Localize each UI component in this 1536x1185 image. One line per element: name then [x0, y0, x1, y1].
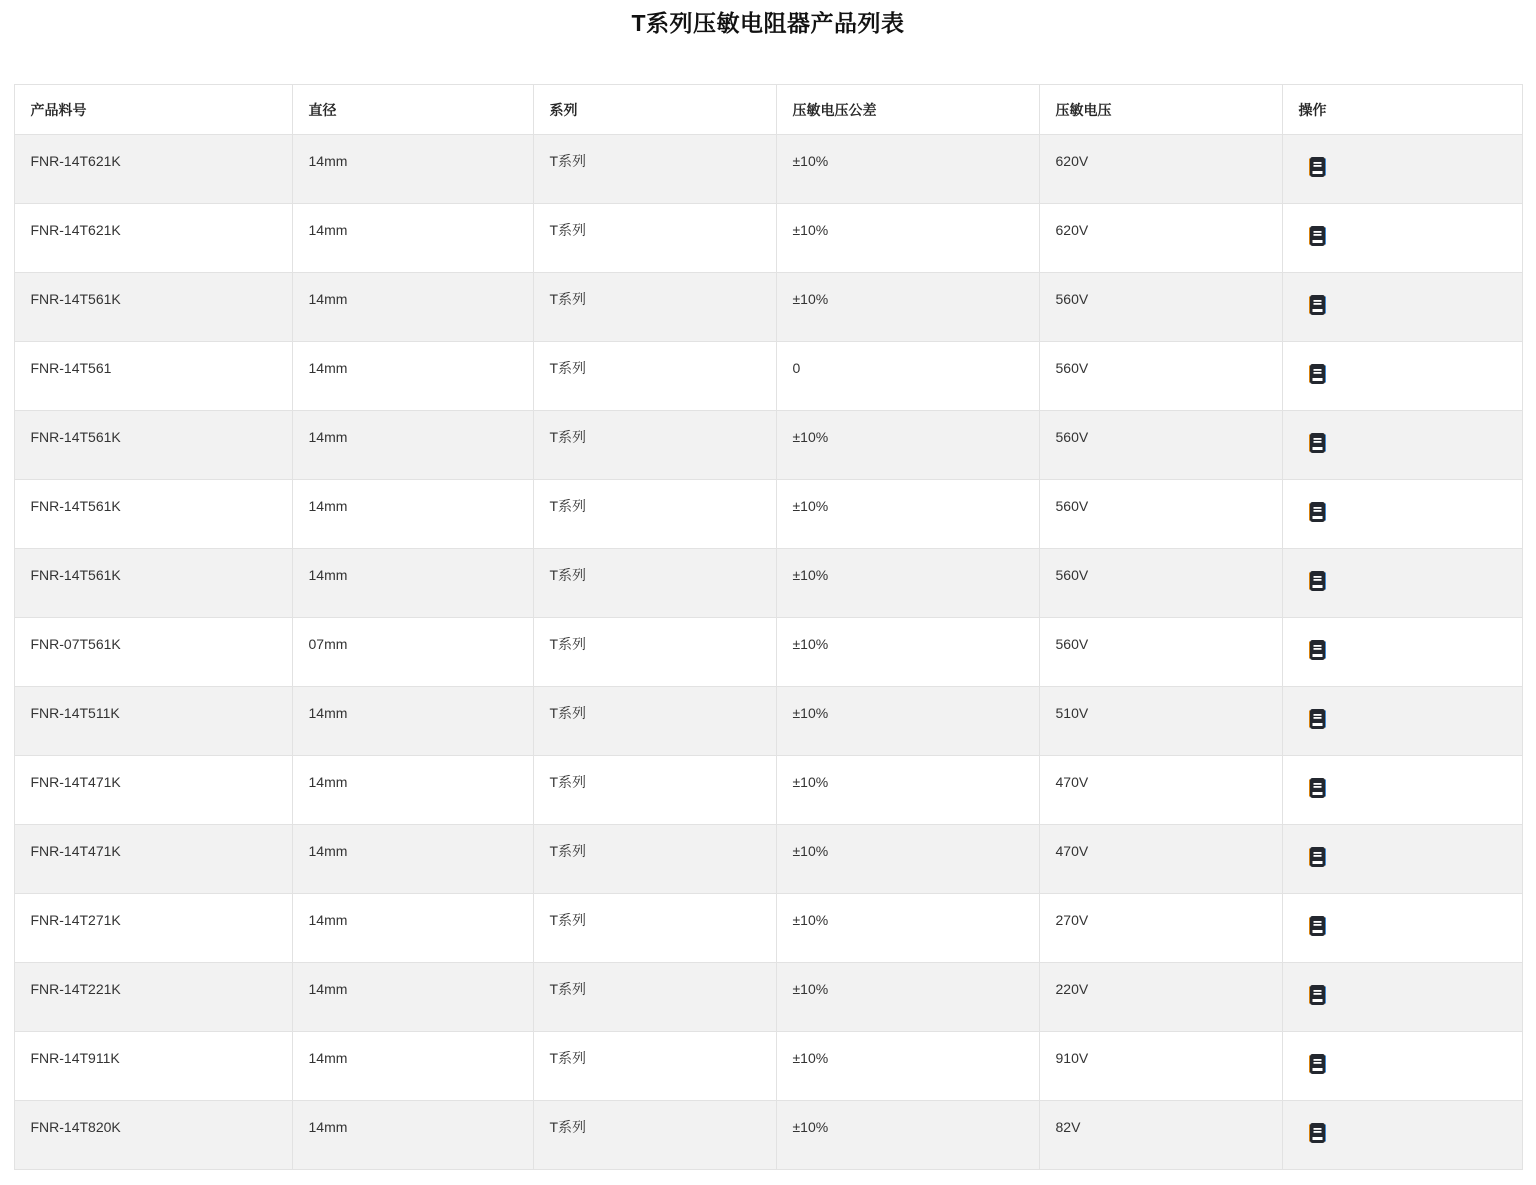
action-cell — [1282, 480, 1522, 549]
part-number-cell: FNR-14T561K — [14, 411, 292, 480]
table-row — [14, 825, 1522, 894]
voltage-cell: 560V — [1039, 618, 1282, 687]
series-cell: T系列 — [533, 273, 776, 342]
document-icon[interactable] — [1309, 916, 1326, 936]
part-number-cell: FNR-07T561K — [14, 618, 292, 687]
column-header-part-number: 产品料号 — [14, 85, 292, 135]
document-icon[interactable] — [1309, 847, 1326, 867]
diameter-cell: 14mm — [292, 756, 533, 825]
series-cell: T系列 — [533, 411, 776, 480]
table-row — [14, 273, 1522, 342]
part-number-cell: FNR-14T561K — [14, 480, 292, 549]
table-header-row — [14, 85, 1522, 135]
diameter-cell: 14mm — [292, 687, 533, 756]
voltage-cell: 470V — [1039, 756, 1282, 825]
diameter-cell: 14mm — [292, 894, 533, 963]
action-cell — [1282, 1101, 1522, 1170]
series-cell: T系列 — [533, 135, 776, 204]
part-number-cell: FNR-14T271K — [14, 894, 292, 963]
part-number-cell: FNR-14T911K — [14, 1032, 292, 1101]
voltage-cell: 560V — [1039, 273, 1282, 342]
tolerance-cell: ±10% — [776, 963, 1039, 1032]
document-icon[interactable] — [1309, 502, 1326, 522]
diameter-cell: 14mm — [292, 480, 533, 549]
series-cell: T系列 — [533, 825, 776, 894]
part-number-cell: FNR-14T561K — [14, 549, 292, 618]
column-header-voltage: 压敏电压 — [1039, 85, 1282, 135]
voltage-cell: 270V — [1039, 894, 1282, 963]
table-row — [14, 549, 1522, 618]
voltage-cell: 220V — [1039, 963, 1282, 1032]
action-cell — [1282, 756, 1522, 825]
table-row — [14, 204, 1522, 273]
action-cell — [1282, 1032, 1522, 1101]
series-cell: T系列 — [533, 756, 776, 825]
part-number-cell: FNR-14T561 — [14, 342, 292, 411]
table-row — [14, 1101, 1522, 1170]
voltage-cell: 560V — [1039, 342, 1282, 411]
tolerance-cell: ±10% — [776, 135, 1039, 204]
table-row — [14, 963, 1522, 1032]
tolerance-cell: ±10% — [776, 204, 1039, 273]
series-cell: T系列 — [533, 894, 776, 963]
action-cell — [1282, 204, 1522, 273]
part-number-cell: FNR-14T221K — [14, 963, 292, 1032]
diameter-cell: 14mm — [292, 549, 533, 618]
document-icon[interactable] — [1309, 295, 1326, 315]
tolerance-cell: ±10% — [776, 480, 1039, 549]
table-row — [14, 342, 1522, 411]
diameter-cell: 14mm — [292, 135, 533, 204]
table-row — [14, 411, 1522, 480]
diameter-cell: 07mm — [292, 618, 533, 687]
action-cell — [1282, 825, 1522, 894]
action-cell — [1282, 411, 1522, 480]
table-row — [14, 1032, 1522, 1101]
voltage-cell: 910V — [1039, 1032, 1282, 1101]
series-cell: T系列 — [533, 1101, 776, 1170]
action-cell — [1282, 342, 1522, 411]
document-icon[interactable] — [1309, 571, 1326, 591]
voltage-cell: 560V — [1039, 480, 1282, 549]
tolerance-cell: ±10% — [776, 1032, 1039, 1101]
voltage-cell: 560V — [1039, 549, 1282, 618]
voltage-cell: 82V — [1039, 1101, 1282, 1170]
document-icon[interactable] — [1309, 1054, 1326, 1074]
document-icon[interactable] — [1309, 364, 1326, 384]
tolerance-cell: ±10% — [776, 273, 1039, 342]
tolerance-cell: ±10% — [776, 687, 1039, 756]
tolerance-cell: ±10% — [776, 756, 1039, 825]
part-number-cell: FNR-14T471K — [14, 756, 292, 825]
action-cell — [1282, 963, 1522, 1032]
diameter-cell: 14mm — [292, 273, 533, 342]
action-cell — [1282, 618, 1522, 687]
tolerance-cell: ±10% — [776, 825, 1039, 894]
product-table — [14, 84, 1523, 1170]
action-cell — [1282, 687, 1522, 756]
part-number-cell: FNR-14T561K — [14, 273, 292, 342]
voltage-cell: 470V — [1039, 825, 1282, 894]
document-icon[interactable] — [1309, 709, 1326, 729]
document-icon[interactable] — [1309, 157, 1326, 177]
series-cell: T系列 — [533, 204, 776, 273]
table-row — [14, 756, 1522, 825]
part-number-cell: FNR-14T820K — [14, 1101, 292, 1170]
voltage-cell: 620V — [1039, 135, 1282, 204]
page-title: T系列压敏电阻器产品列表 — [631, 10, 905, 36]
diameter-cell: 14mm — [292, 1101, 533, 1170]
series-cell: T系列 — [533, 480, 776, 549]
diameter-cell: 14mm — [292, 411, 533, 480]
tolerance-cell: ±10% — [776, 618, 1039, 687]
voltage-cell: 620V — [1039, 204, 1282, 273]
voltage-cell: 510V — [1039, 687, 1282, 756]
table-row — [14, 135, 1522, 204]
action-cell — [1282, 135, 1522, 204]
diameter-cell: 14mm — [292, 342, 533, 411]
action-cell — [1282, 894, 1522, 963]
diameter-cell: 14mm — [292, 1032, 533, 1101]
tolerance-cell: ±10% — [776, 411, 1039, 480]
part-number-cell: FNR-14T471K — [14, 825, 292, 894]
tolerance-cell: 0 — [776, 342, 1039, 411]
column-header-diameter: 直径 — [292, 85, 533, 135]
series-cell: T系列 — [533, 549, 776, 618]
table-row — [14, 894, 1522, 963]
action-cell — [1282, 273, 1522, 342]
voltage-cell: 560V — [1039, 411, 1282, 480]
diameter-cell: 14mm — [292, 963, 533, 1032]
column-header-actions: 操作 — [1282, 85, 1522, 135]
document-icon[interactable] — [1309, 985, 1326, 1005]
series-cell: T系列 — [533, 342, 776, 411]
series-cell: T系列 — [533, 963, 776, 1032]
column-header-tolerance: 压敏电压公差 — [776, 85, 1039, 135]
tolerance-cell: ±10% — [776, 1101, 1039, 1170]
tolerance-cell: ±10% — [776, 549, 1039, 618]
column-header-series: 系列 — [533, 85, 776, 135]
document-icon[interactable] — [1309, 226, 1326, 246]
series-cell: T系列 — [533, 618, 776, 687]
diameter-cell: 14mm — [292, 204, 533, 273]
series-cell: T系列 — [533, 687, 776, 756]
tolerance-cell: ±10% — [776, 894, 1039, 963]
part-number-cell: FNR-14T621K — [14, 204, 292, 273]
document-icon[interactable] — [1309, 433, 1326, 453]
table-row — [14, 480, 1522, 549]
document-icon[interactable] — [1309, 1123, 1326, 1143]
series-cell: T系列 — [533, 1032, 776, 1101]
table-row — [14, 687, 1522, 756]
table-row — [14, 618, 1522, 687]
document-icon[interactable] — [1309, 640, 1326, 660]
diameter-cell: 14mm — [292, 825, 533, 894]
part-number-cell: FNR-14T511K — [14, 687, 292, 756]
action-cell — [1282, 549, 1522, 618]
document-icon[interactable] — [1309, 778, 1326, 798]
page — [0, 10, 1536, 1185]
part-number-cell: FNR-14T621K — [14, 135, 292, 204]
